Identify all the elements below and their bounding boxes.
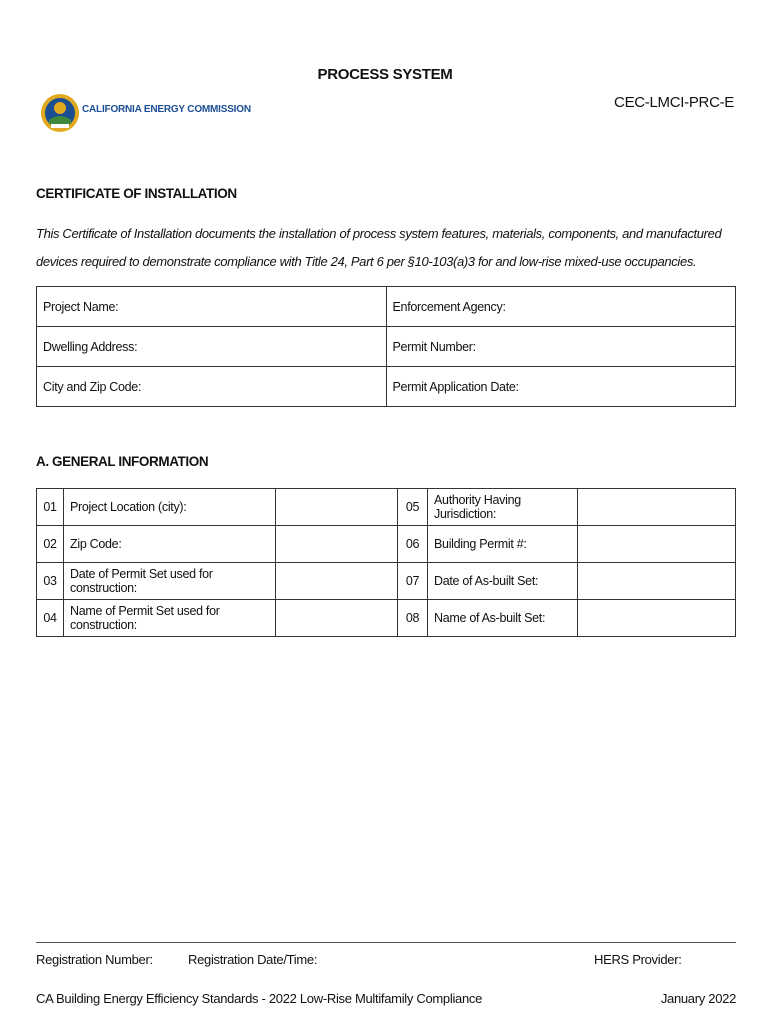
as-built-name-input[interactable] — [578, 600, 736, 637]
table-row — [37, 327, 736, 367]
permit-application-date-field[interactable]: Permit Application Date: — [386, 367, 736, 407]
footer-date: January 2022 — [660, 991, 736, 1006]
zip-code-input[interactable] — [276, 526, 398, 563]
logo-text: CALIFORNIA ENERGY COMMISSION — [82, 104, 251, 115]
row-label: Date of As-built Set: — [428, 563, 578, 600]
registration-number-label: Registration Number: — [36, 952, 153, 967]
certificate-heading: CERTIFICATE OF INSTALLATION — [36, 186, 237, 201]
table-row — [37, 287, 736, 327]
row-label: Project Location (city): — [64, 489, 276, 526]
project-name-field[interactable]: Project Name: — [37, 287, 387, 327]
table-row — [37, 600, 736, 637]
general-info-heading: A. GENERAL INFORMATION — [36, 454, 209, 469]
row-label: Authority Having Jurisdiction: — [428, 489, 578, 526]
table-row — [37, 489, 736, 526]
row-label: Building Permit #: — [428, 526, 578, 563]
row-number: 03 — [37, 563, 64, 600]
row-number: 02 — [37, 526, 64, 563]
row-number: 06 — [398, 526, 428, 563]
enforcement-agency-field[interactable]: Enforcement Agency: — [386, 287, 736, 327]
row-number: 08 — [398, 600, 428, 637]
registration-date-label: Registration Date/Time: — [188, 952, 318, 967]
permit-set-date-input[interactable] — [276, 563, 398, 600]
hers-provider-label: HERS Provider: — [594, 952, 682, 967]
certificate-intro: This Certificate of Installation documents the installation of process system features, materials, components, and manufactured devices required to demonstrate compliance with Title 24, Part 6 per §10-103(a)3 for and low-rise mixed-use occupancies. — [36, 226, 722, 269]
building-permit-input[interactable] — [578, 526, 736, 563]
page-title: PROCESS SYSTEM — [317, 66, 453, 83]
row-number: 07 — [398, 563, 428, 600]
row-label: Name of As-built Set: — [428, 600, 578, 637]
form-code: CEC-LMCI-PRC-E — [614, 94, 734, 111]
authority-input[interactable] — [578, 489, 736, 526]
footer-divider — [36, 942, 736, 943]
table-row — [37, 526, 736, 563]
dwelling-address-field[interactable]: Dwelling Address: — [37, 327, 387, 367]
row-label: Date of Permit Set used for construction: — [64, 563, 276, 600]
city-zip-field[interactable]: City and Zip Code: — [37, 367, 387, 407]
permit-number-field[interactable]: Permit Number: — [386, 327, 736, 367]
permit-set-name-input[interactable] — [276, 600, 398, 637]
row-label: Zip Code: — [64, 526, 276, 563]
table-row — [37, 563, 736, 600]
standards-footer: CA Building Energy Efficiency Standards - 2022 Low-Rise Multifamily Compliance — [36, 991, 483, 1006]
project-location-input[interactable] — [276, 489, 398, 526]
row-label: Name of Permit Set used for construction: — [64, 600, 276, 637]
general-info-table — [36, 488, 736, 637]
as-built-date-input[interactable] — [578, 563, 736, 600]
row-number: 04 — [37, 600, 64, 637]
table-row — [37, 367, 736, 407]
row-number: 05 — [398, 489, 428, 526]
project-info-table — [36, 286, 736, 407]
row-number: 01 — [37, 489, 64, 526]
cec-seal-icon — [40, 84, 80, 142]
cec-logo — [40, 84, 251, 142]
